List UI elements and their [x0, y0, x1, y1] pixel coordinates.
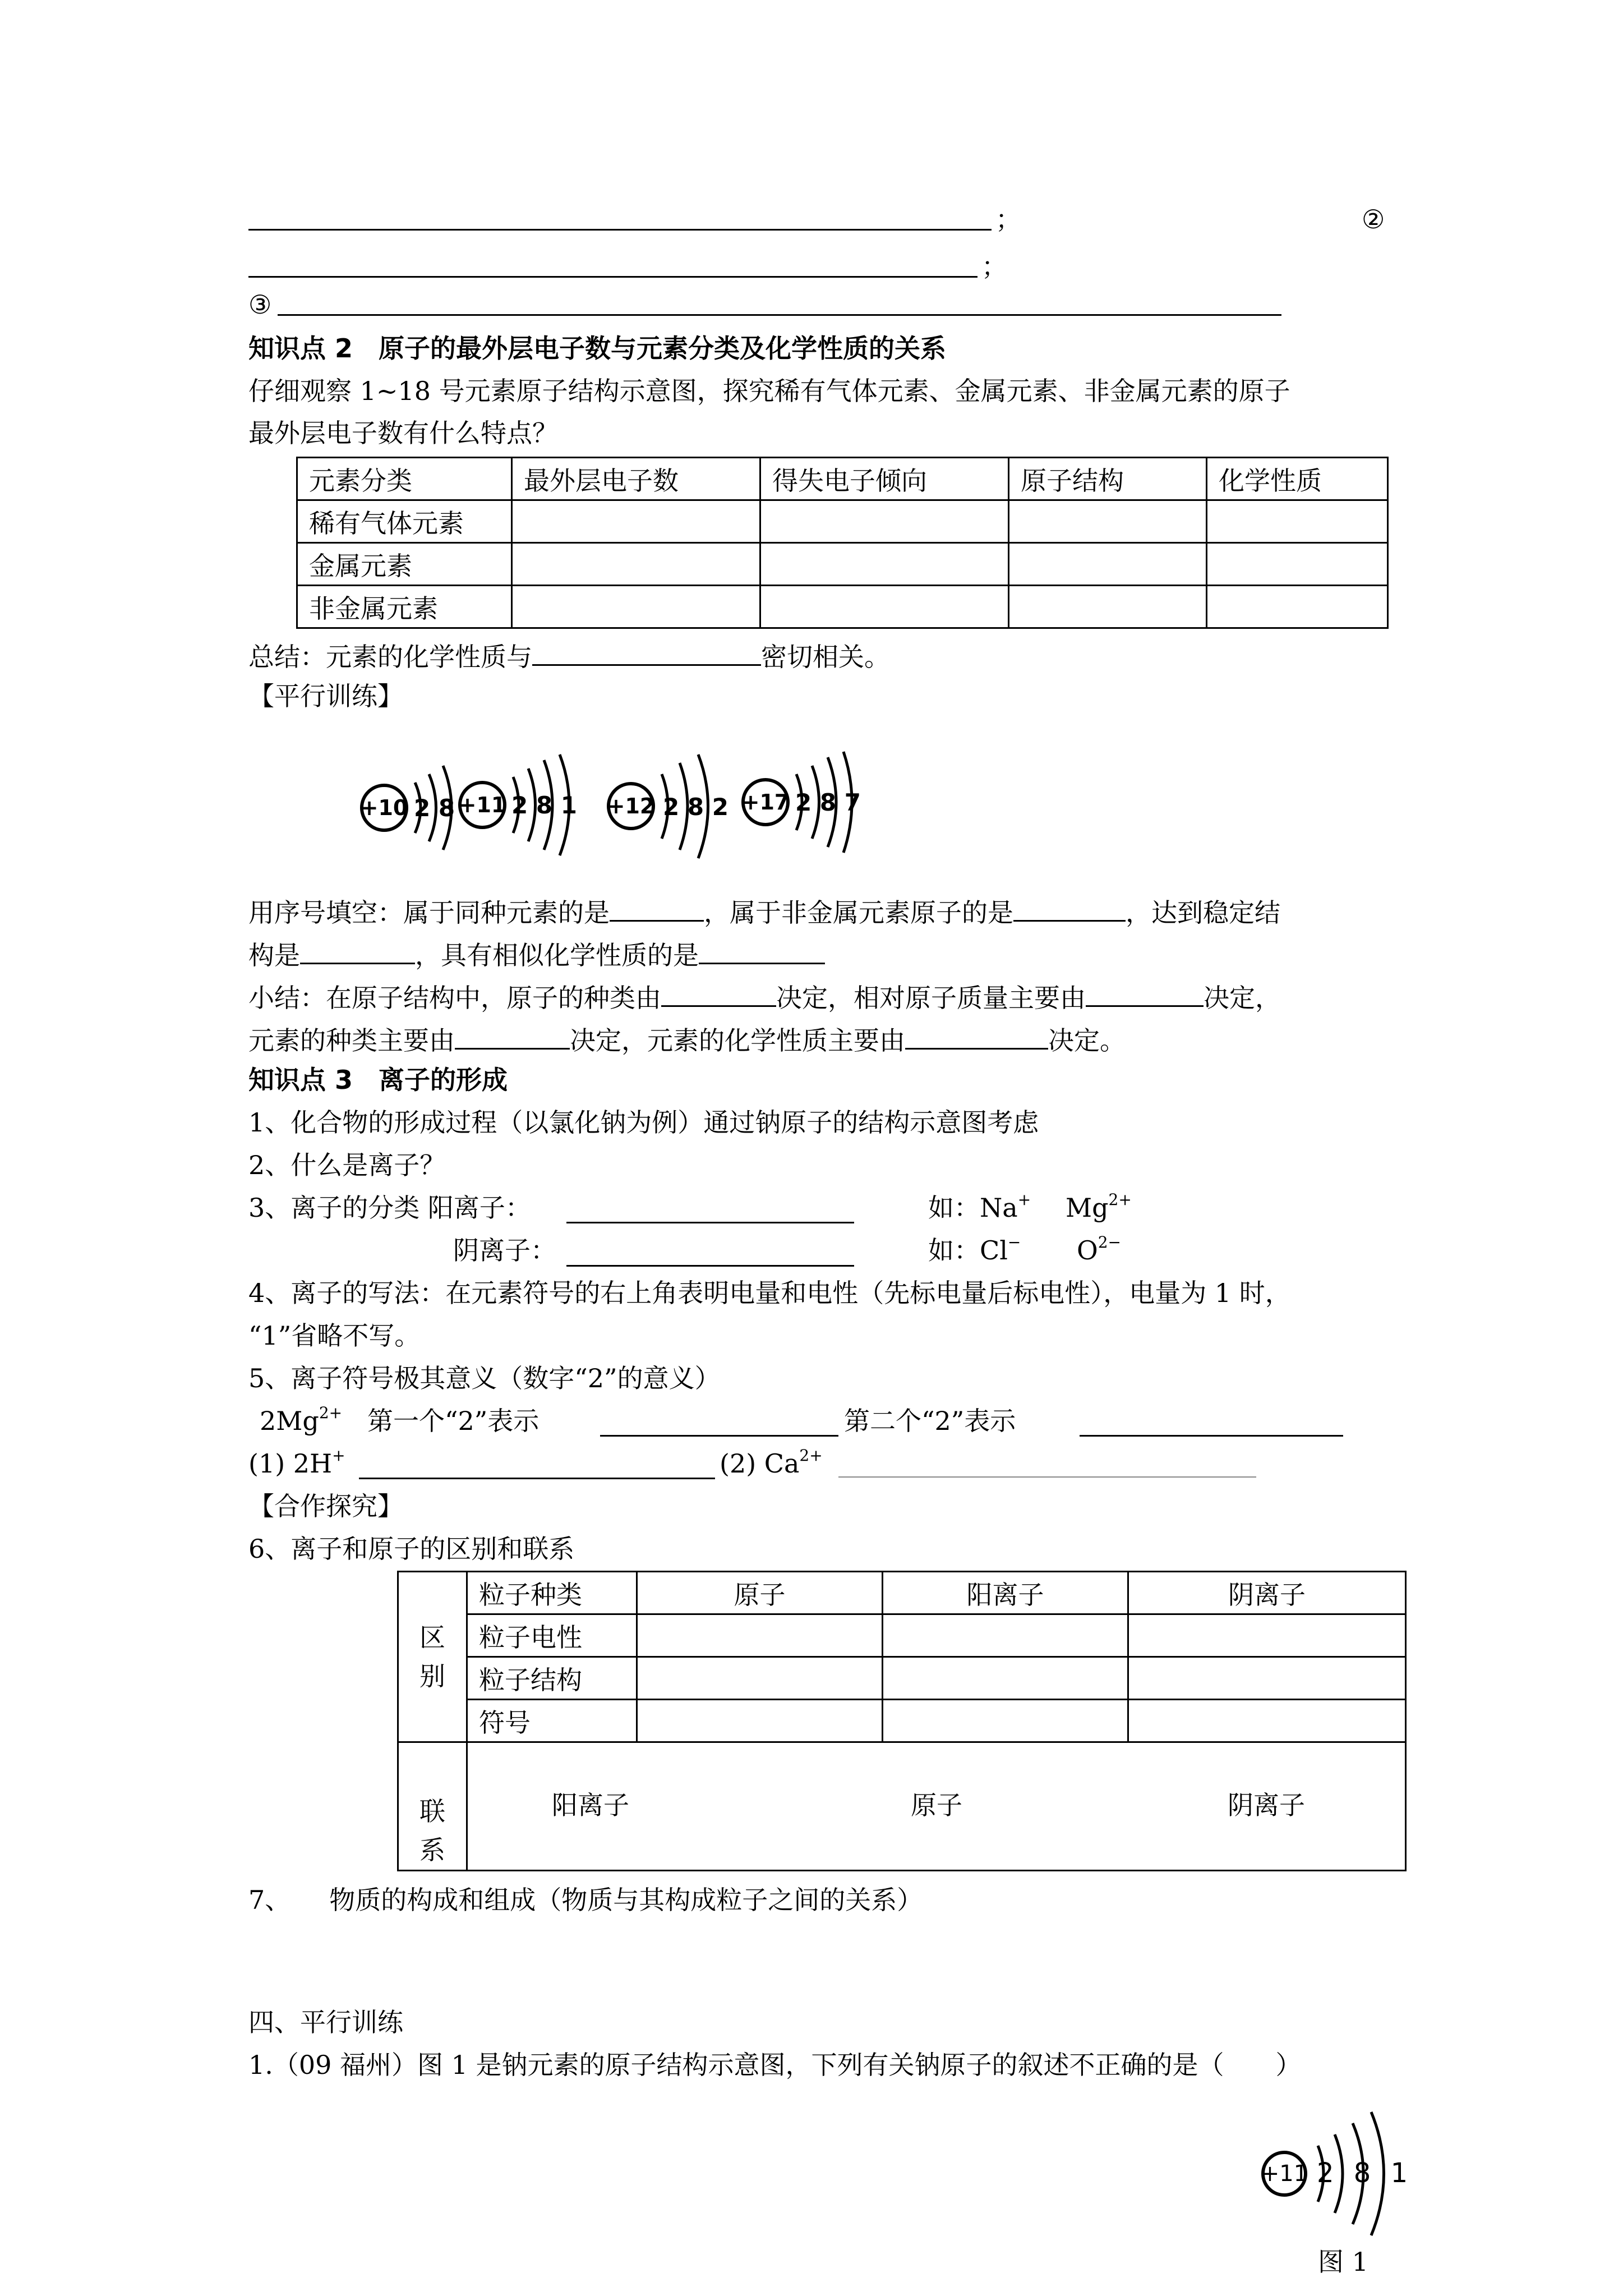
summary-text: 决定，元素的化学性质主要由 [570, 1025, 905, 1056]
group-label-char: 系 [419, 1835, 445, 1865]
table-cell[interactable] [1207, 586, 1388, 628]
row-label: 非金属元素 [297, 586, 512, 628]
table-header-row [297, 458, 1388, 500]
table-cell[interactable] [1128, 1700, 1406, 1742]
table-cell[interactable] [637, 1700, 883, 1742]
example [1077, 1235, 1121, 1266]
summary-text: 元素的种类主要由 [248, 1025, 455, 1056]
table-header: 化学性质 [1207, 458, 1388, 500]
list-item: 阴离子： [453, 1235, 556, 1266]
table-header-row [398, 1572, 1406, 1614]
superscript: 2+ [1108, 1190, 1132, 1209]
group-label-char: 别 [419, 1660, 445, 1691]
example [928, 1190, 1031, 1223]
atom-diagram [361, 766, 455, 850]
question-text: 1.（09 福州）图 1 是钠元素的原子结构示意图，下列有关钠原子的叙述不正确的是（ ） [248, 2050, 1302, 2080]
training-heading: 【平行训练】 [248, 681, 403, 711]
link-item: 原子 [911, 1790, 962, 1820]
superscript: 2+ [319, 1404, 343, 1422]
answer-line-1[interactable] [248, 229, 992, 231]
circled-number-3: ③ [248, 289, 272, 320]
table-row [398, 1742, 1406, 1871]
summary-text: 决定， [1204, 983, 1281, 1013]
answer-line[interactable] [838, 1476, 1256, 1478]
ion-atom-table [397, 1571, 1407, 1871]
example-text: Mg [1066, 1193, 1109, 1223]
table-cell[interactable] [883, 1614, 1128, 1657]
table-cell[interactable] [760, 500, 1009, 543]
answer-line[interactable] [566, 1222, 854, 1223]
table-cell[interactable] [512, 586, 760, 628]
atom-diagram [459, 754, 577, 855]
question-line [248, 894, 1280, 928]
group-label [398, 1742, 467, 1871]
row-label: 粒子结构 [467, 1657, 637, 1700]
nucleus-label: +11 [458, 793, 506, 817]
symbol-text: 2Mg [260, 1406, 319, 1436]
table-row [398, 1700, 1406, 1742]
list-item: 4、离子的写法：在元素符号的右上角表明电量和电性（先标电量后标电性），电量为 1 时， [248, 1278, 1291, 1308]
symbol-text: (2) Ca [720, 1448, 800, 1479]
figure-caption: 图 1 [1318, 2247, 1368, 2277]
shell-electrons: 2 8 1 [511, 792, 577, 819]
atom-diagram [742, 752, 861, 853]
table-header: 最外层电子数 [512, 458, 760, 500]
example [1066, 1190, 1132, 1223]
table-header: 元素分类 [297, 458, 512, 500]
list-item: 5、离子符号极其意义（数字“2”的意义） [248, 1363, 721, 1393]
paragraph: 最外层电子数有什么特点？ [248, 418, 558, 448]
answer-blank[interactable] [532, 638, 761, 666]
table-row [297, 543, 1388, 586]
shell-electrons: 2 8 [414, 794, 455, 822]
table-header: 阳离子 [883, 1572, 1128, 1614]
table-cell[interactable] [512, 500, 760, 543]
group-label-char: 区 [419, 1622, 445, 1653]
answer-line[interactable] [1080, 1435, 1343, 1437]
shell-electrons: 2 8 1 [1317, 2157, 1414, 2189]
example-text: O [1077, 1235, 1098, 1266]
circled-number-2: ② [1362, 204, 1385, 234]
answer-line-3[interactable] [278, 314, 1281, 316]
table-cell[interactable] [1009, 586, 1207, 628]
answer-line[interactable] [359, 1478, 715, 1479]
superscript: − [1007, 1233, 1021, 1251]
nucleus-label: +10 [360, 795, 408, 820]
answer-blank[interactable] [1013, 894, 1126, 922]
question-text: 用序号填空：属于同种元素的是 [248, 898, 610, 928]
answer-blank[interactable] [455, 1022, 570, 1050]
link-item: 阳离子 [552, 1790, 629, 1820]
list-item: 6、离子和原子的区别和联系 [248, 1534, 575, 1564]
ion-symbol [720, 1448, 823, 1479]
table-header: 得失电子倾向 [760, 458, 1009, 500]
sodium-atom-diagram [1256, 2104, 1424, 2244]
question-text: ，属于非金属元素原子的是 [704, 898, 1013, 928]
superscript: 2− [1098, 1233, 1121, 1251]
list-item: 3、离子的分类 阳离子： [248, 1193, 531, 1223]
row-label: 稀有气体元素 [297, 500, 512, 543]
row-label: 金属元素 [297, 543, 512, 586]
section-heading: 四、平行训练 [248, 2007, 403, 2037]
question-line [248, 937, 825, 971]
table-cell[interactable] [1009, 543, 1207, 586]
question-text: ，达到稳定结 [1126, 898, 1280, 928]
atom-diagram [607, 754, 728, 858]
table-cell[interactable] [1009, 500, 1207, 543]
summary-line [248, 638, 890, 673]
answer-blank[interactable] [1086, 979, 1204, 1007]
table-cell[interactable] [1128, 1657, 1406, 1700]
summary-line [248, 979, 1281, 1014]
table-cell[interactable] [760, 586, 1009, 628]
answer-blank[interactable] [905, 1022, 1048, 1050]
table-header: 粒子种类 [467, 1572, 637, 1614]
meaning-line [367, 1406, 539, 1437]
meaning-line [844, 1406, 1016, 1437]
table-header: 阴离子 [1128, 1572, 1406, 1614]
table-header: 原子结构 [1009, 458, 1207, 500]
answer-line[interactable] [600, 1435, 838, 1437]
element-classification-table [296, 457, 1389, 629]
table-cell[interactable] [637, 1657, 883, 1700]
separator: ； [995, 204, 1021, 234]
ion-symbol [248, 1448, 345, 1479]
group-label-char: 联 [419, 1796, 445, 1826]
answer-line-2[interactable] [248, 276, 978, 278]
answer-blank[interactable] [300, 937, 415, 964]
list-item: “1”省略不写。 [248, 1320, 421, 1351]
list-item: 1、化合物的形成过程（以氯化钠为例）通过钠原子的结构示意图考虑 [248, 1107, 1039, 1138]
question-text: ，具有相似化学性质的是 [415, 940, 699, 970]
table-header: 原子 [637, 1572, 883, 1614]
superscript: + [332, 1446, 345, 1465]
table-cell[interactable] [883, 1657, 1128, 1700]
nucleus-label: +12 [607, 794, 655, 818]
table-cell[interactable] [1128, 1614, 1406, 1657]
list-item: 7、 物质的构成和组成（物质与其构成粒子之间的关系） [248, 1885, 923, 1915]
atom-diagrams [348, 743, 864, 872]
superscript: + [1017, 1190, 1031, 1209]
ion-symbol [260, 1406, 342, 1437]
meaning-text: 第二个“2”表示 [844, 1406, 1016, 1436]
section-heading: 知识点 2 原子的最外层电子数与元素分类及化学性质的关系 [248, 333, 947, 364]
meaning-text: 第一个“2”表示 [367, 1406, 540, 1436]
table-cell[interactable] [512, 543, 760, 586]
table-cell[interactable] [760, 543, 1009, 586]
table-cell[interactable] [883, 1700, 1128, 1742]
row-label: 符号 [467, 1700, 637, 1742]
example [928, 1235, 1021, 1266]
summary-text: 决定。 [1048, 1025, 1126, 1056]
answer-line[interactable] [566, 1265, 854, 1267]
table-row [398, 1657, 1406, 1700]
summary-text: 决定，相对原子质量主要由 [776, 983, 1086, 1013]
row-label: 粒子电性 [467, 1614, 637, 1657]
nucleus-label: +17 [741, 790, 790, 815]
example-text: 如：Cl [928, 1235, 1008, 1266]
coop-heading: 【合作探究】 [248, 1491, 403, 1521]
link-item: 阴离子 [1228, 1790, 1305, 1820]
list-item: 2、什么是离子？ [248, 1150, 446, 1180]
paragraph: 仔细观察 1~18 号元素原子结构示意图，探究稀有气体元素、金属元素、非金属元素的原子 [248, 376, 1290, 406]
table-cell[interactable] [1207, 543, 1388, 586]
table-cell[interactable] [1207, 500, 1388, 543]
section-heading: 知识点 3 离子的形成 [248, 1065, 508, 1095]
table-row [297, 586, 1388, 628]
summary-text: 密切相关。 [761, 642, 890, 672]
superscript: 2+ [799, 1446, 823, 1465]
question-text: 构是 [248, 940, 300, 970]
answer-blank[interactable] [610, 894, 704, 922]
summary-line [248, 1022, 1126, 1056]
answer-blank[interactable] [661, 979, 776, 1007]
group-label [398, 1572, 467, 1742]
symbol-text: (1) 2H [248, 1448, 333, 1479]
link-cell[interactable] [467, 1742, 1406, 1871]
shell-electrons: 2 8 7 [795, 789, 861, 816]
table-cell[interactable] [637, 1614, 883, 1657]
nucleus-label: +11 [1260, 2161, 1308, 2187]
shell-electrons: 2 8 2 [663, 793, 728, 821]
table-row [297, 500, 1388, 543]
answer-blank[interactable] [699, 937, 825, 964]
separator: ； [981, 251, 1007, 282]
example-text: 如：Na [928, 1193, 1018, 1223]
summary-text: 总结：元素的化学性质与 [248, 642, 532, 672]
table-row [398, 1614, 1406, 1657]
summary-text: 小结：在原子结构中，原子的种类由 [248, 983, 661, 1013]
